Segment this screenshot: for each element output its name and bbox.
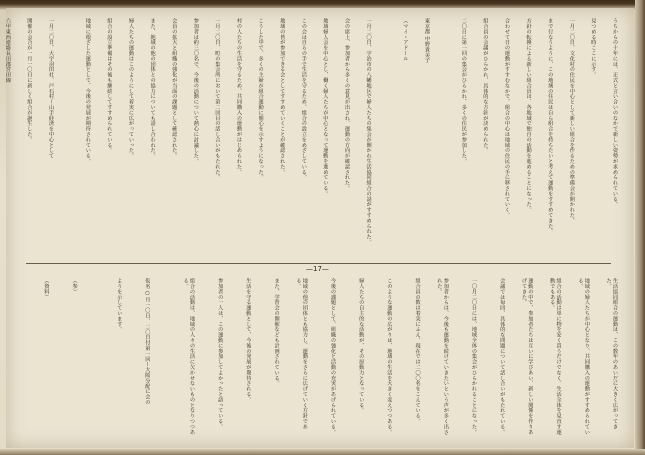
text-column: 組合の活動は単に物を安く買うだけでなく、生活全体を見直す運動でもある。 bbox=[549, 278, 562, 435]
text-column: 六甲東西連絡長田郡宮田線 bbox=[4, 18, 11, 83]
text-column: 一月二〇日、宇治市の八幡地区で婦人たちの集会が開かれ生活協同組合の話がすすめられた。 bbox=[365, 18, 372, 245]
text-column: （資料） bbox=[43, 278, 50, 300]
text-column: ようを示しています。 bbox=[116, 278, 123, 332]
text-column: 運動の中で、参加者たちは互いに学びあい、新しい関係を作りあげてきた。 bbox=[520, 278, 534, 435]
text-column: 会員の拡大と組織の強化が当面の課題として確認された。 bbox=[171, 18, 178, 159]
text-column: 開催の会合が一月一〇日に新しく組合が誕生した。 bbox=[26, 18, 33, 143]
text-column: 見つめる時ここに示す。 bbox=[590, 18, 597, 78]
text-column: まで行なうように、この地域の住民は自ら組合を持ちたいと考えて運動をすすめてきた。 bbox=[547, 18, 554, 234]
text-column: 東京都 中野貴美子 bbox=[424, 18, 430, 64]
text-column: 生活を守る運動として、今後の発展が期待される。 bbox=[245, 278, 252, 403]
page-edge-bottom bbox=[0, 449, 645, 455]
text-column: 地域の婦人たちが中心となり、共同購入の運動がすすめられている。 bbox=[577, 278, 590, 435]
text-column: 一月二〇日、大宇羽田社、戸石村ー山手経済を中心として bbox=[48, 18, 54, 159]
section-divider bbox=[26, 263, 611, 264]
text-column: 会議では毎回、具体的な問題について話し合いがもたれている。 bbox=[499, 278, 506, 435]
text-column: 方針の転換による新しい組合員は、各地域で独自の活動を進めることになった。 bbox=[525, 18, 532, 213]
text-column: 参加者の一人は、この運動に参加してよかったと語っている。 bbox=[217, 278, 224, 430]
page-edge-right bbox=[635, 0, 645, 455]
text-column: 地域婦人会を中心とし、働く婦人たちが中心となって運動を進めている。 bbox=[322, 18, 329, 197]
text-column: こうした中で、多くの主婦が組合運動に関心を示すようになった。 bbox=[257, 18, 264, 180]
text-column: また、地域の他の団体との協力についても話し合われた。 bbox=[149, 18, 156, 159]
journal-page bbox=[6, 8, 634, 448]
text-column: 合わせて日の運動がすすむなかで、組合の中心は地域の住民の手に移されていく。 bbox=[504, 18, 510, 218]
text-column: 一〇月二〇日には、地域全体の集会がひらかれることになった。 bbox=[471, 278, 477, 435]
text-column: 組合の設立準備はその後も継続してすすめられている。 bbox=[106, 18, 113, 153]
text-column: 一月二〇日、文化村の住民を中心として新しい組合を作るための準備会が開かれた。 bbox=[568, 18, 575, 224]
text-column: このような運動の広がりは、地域の生活を大きく変えつつある。 bbox=[386, 278, 393, 435]
text-column: 組合員の数は着実にふえ、現在では二〇〇名をこえている。 bbox=[414, 278, 421, 424]
text-column: 婦人たちの運動はこのようにして着実に広がっていった。 bbox=[128, 18, 134, 159]
text-column: 仮名 ○月一〇日、二〇日付第一回ー大阪分配に会の bbox=[144, 278, 151, 405]
text-column: 参加者からは、今後も運動を続けていきたいという声が多く出された。 bbox=[436, 278, 449, 435]
text-column: 二〇日に第一回の集会がひらかれ、多くの住民が参加した。 bbox=[460, 18, 467, 164]
text-column: また、学習会の開催なども計画されている。 bbox=[273, 278, 280, 386]
text-column: 村の人たちの生活を守るため、共同購入の運動がはじめられた。 bbox=[236, 18, 242, 175]
text-column: （参） bbox=[71, 278, 78, 295]
text-column: 組合の活動は、地域の人々の生活に欠かせないものとなりつつある。 bbox=[182, 278, 195, 435]
page-number: —17— bbox=[306, 265, 329, 273]
text-column: 婦人たちの自主的な活動が、その原動力となっている。 bbox=[358, 278, 365, 413]
text-column: （マイ・アドール bbox=[402, 18, 409, 62]
text-column: 地域の皆が参加できる会としてすすめていくことが確認された。 bbox=[279, 18, 286, 175]
text-column: 参加者は約三〇名で、今後の活動について熱心に討議した。 bbox=[192, 18, 199, 164]
text-column: 組合員の会議がひらかれ、具体的な方針が決められた。 bbox=[482, 18, 489, 153]
text-column: 生活協同組合の運動は、この数年のあいだに大きく広がってきた。 bbox=[605, 278, 618, 430]
text-column: 地域に根ざした運動として、今後の発展が期待されている。 bbox=[84, 18, 91, 164]
text-column: この会は自らの手で生活を守るため、組合の設立をめざしている。 bbox=[300, 18, 307, 180]
text-column: 今後の課題として、組織の強化と活動の充実があげられている。 bbox=[330, 278, 336, 435]
text-column: 会の席上、参加者から多くの意見が出され、運動の方向が確認された。 bbox=[344, 18, 350, 191]
text-column: 一月二〇日、町の集会所において第二回目の話し合いがもたれた。 bbox=[214, 18, 221, 180]
text-column: 地域の他の団体とも協力し、運動をさらに広げていく方針である。 bbox=[295, 278, 308, 430]
text-column: うちからの十年には、正式と言い合いのなかで新しい姿勢が求められている。 bbox=[612, 18, 618, 207]
